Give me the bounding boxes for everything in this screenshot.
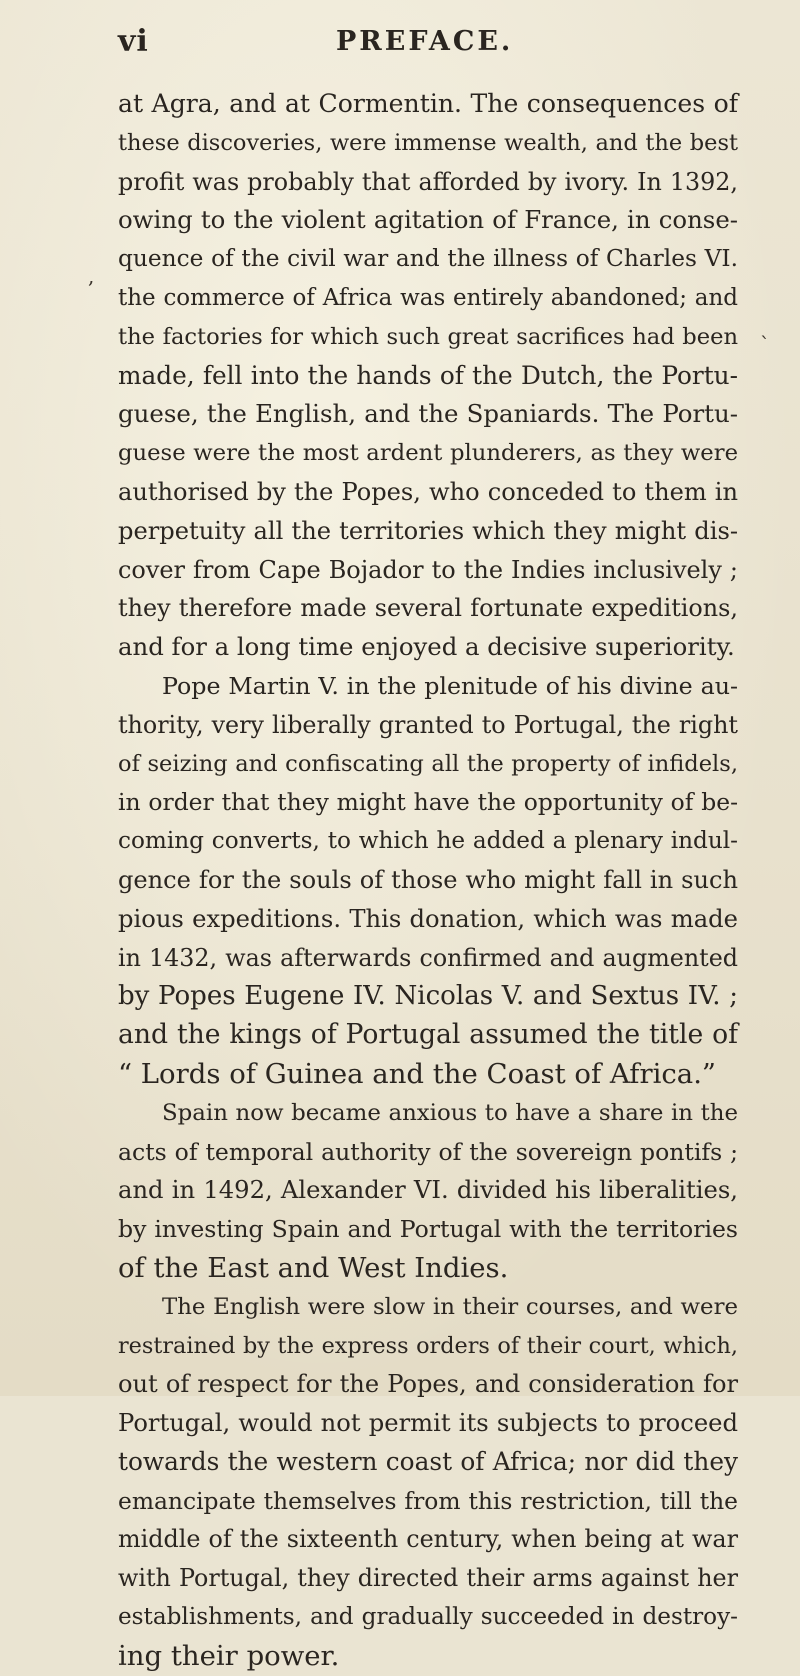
body-text xyxy=(118,85,738,1676)
ink-speck: , xyxy=(88,264,95,288)
text-line: gence for the souls of those who might fall in such xyxy=(118,865,738,894)
text-line: and for a long time enjoyed a decisive superiority. xyxy=(118,632,735,662)
running-head: PREFACE. xyxy=(336,26,514,57)
text-line: by investing Spain and Portugal with the territories xyxy=(118,1215,738,1244)
page-number: vi xyxy=(118,24,149,59)
text-line: Spain now became anxious to have a share in the xyxy=(162,1099,738,1126)
text-line: guese were the most ardent plunderers, as they were xyxy=(118,440,738,467)
text-line: The English were slow in their courses, and were xyxy=(162,1293,738,1320)
page-header xyxy=(118,24,738,64)
paragraph-2 xyxy=(118,667,738,1094)
paragraph-1 xyxy=(118,85,738,667)
paragraph-4 xyxy=(118,1288,738,1676)
ink-speck: ` xyxy=(760,332,770,356)
text-line: at Agra, and at Cormentin. The consequences of xyxy=(118,89,738,118)
text-line: “ Lords of Guinea and the Coast of Africa.” xyxy=(118,1057,716,1090)
text-line: cover from Cape Bojador to the Indies inclusively ; xyxy=(118,555,738,584)
text-line: owing to the violent agitation of France, in conse- xyxy=(118,205,738,235)
text-line: restrained by the express orders of their court, which, xyxy=(118,1332,738,1359)
text-line: they therefore made several fortunate expeditions, xyxy=(118,594,738,623)
text-line: quence of the civil war and the illness of Charles VI. xyxy=(118,245,738,273)
text-line: perpetuity all the territories which they might dis- xyxy=(118,516,738,545)
text-line: pious expeditions. This donation, which was made xyxy=(118,904,738,933)
paragraph-3 xyxy=(118,1094,738,1288)
text-line: middle of the sixteenth century, when being at war xyxy=(118,1525,738,1554)
text-line: out of respect for the Popes, and consideration for xyxy=(118,1370,738,1399)
text-line: thority, very liberally granted to Portugal, the right xyxy=(118,710,738,739)
text-line: of the East and West Indies. xyxy=(118,1251,509,1284)
text-line: of seizing and confiscating all the property of infidels, xyxy=(118,750,738,777)
text-line: these discoveries, were immense wealth, and the best xyxy=(118,129,738,156)
text-line: acts of temporal authority of the sovereign pontifs ; xyxy=(118,1137,738,1166)
text-line: and the kings of Portugal assumed the title of xyxy=(118,1019,738,1051)
text-line: profit was probably that afforded by ivory. In 1392, xyxy=(118,167,738,196)
text-line: by Popes Eugene IV. Nicolas V. and Sextus IV. ; xyxy=(118,981,738,1012)
text-line: authorised by the Popes, who conceded to them in xyxy=(118,477,738,506)
text-line: in 1432, was afterwards confirmed and augmented xyxy=(118,943,738,972)
text-line: made, fell into the hands of the Dutch, the Portu- xyxy=(118,360,738,390)
text-line: emancipate themselves from this restriction, till the xyxy=(118,1486,738,1515)
text-line: coming converts, to which he added a plenary indul- xyxy=(118,828,738,855)
text-line: Portugal, would not permit its subjects to proceed xyxy=(118,1409,738,1438)
text-line: in order that they might have the opportunity of be- xyxy=(118,788,738,817)
text-line: towards the western coast of Africa; nor did they xyxy=(118,1446,738,1476)
text-line: and in 1492, Alexander VI. divided his liberalities, xyxy=(118,1175,738,1205)
text-line: with Portugal, they directed their arms against her xyxy=(118,1564,738,1593)
text-line: Pope Martin V. in the plenitude of his divine au- xyxy=(162,671,738,700)
text-line: the factories for which such great sacrifices had been xyxy=(118,323,738,350)
text-line: guese, the English, and the Spaniards. The Portu- xyxy=(118,399,738,429)
text-line: the commerce of Africa was entirely abandoned; and xyxy=(118,284,738,311)
text-line: establishments, and gradually succeeded in destroy- xyxy=(118,1604,738,1631)
text-line: ing their power. xyxy=(118,1639,340,1672)
